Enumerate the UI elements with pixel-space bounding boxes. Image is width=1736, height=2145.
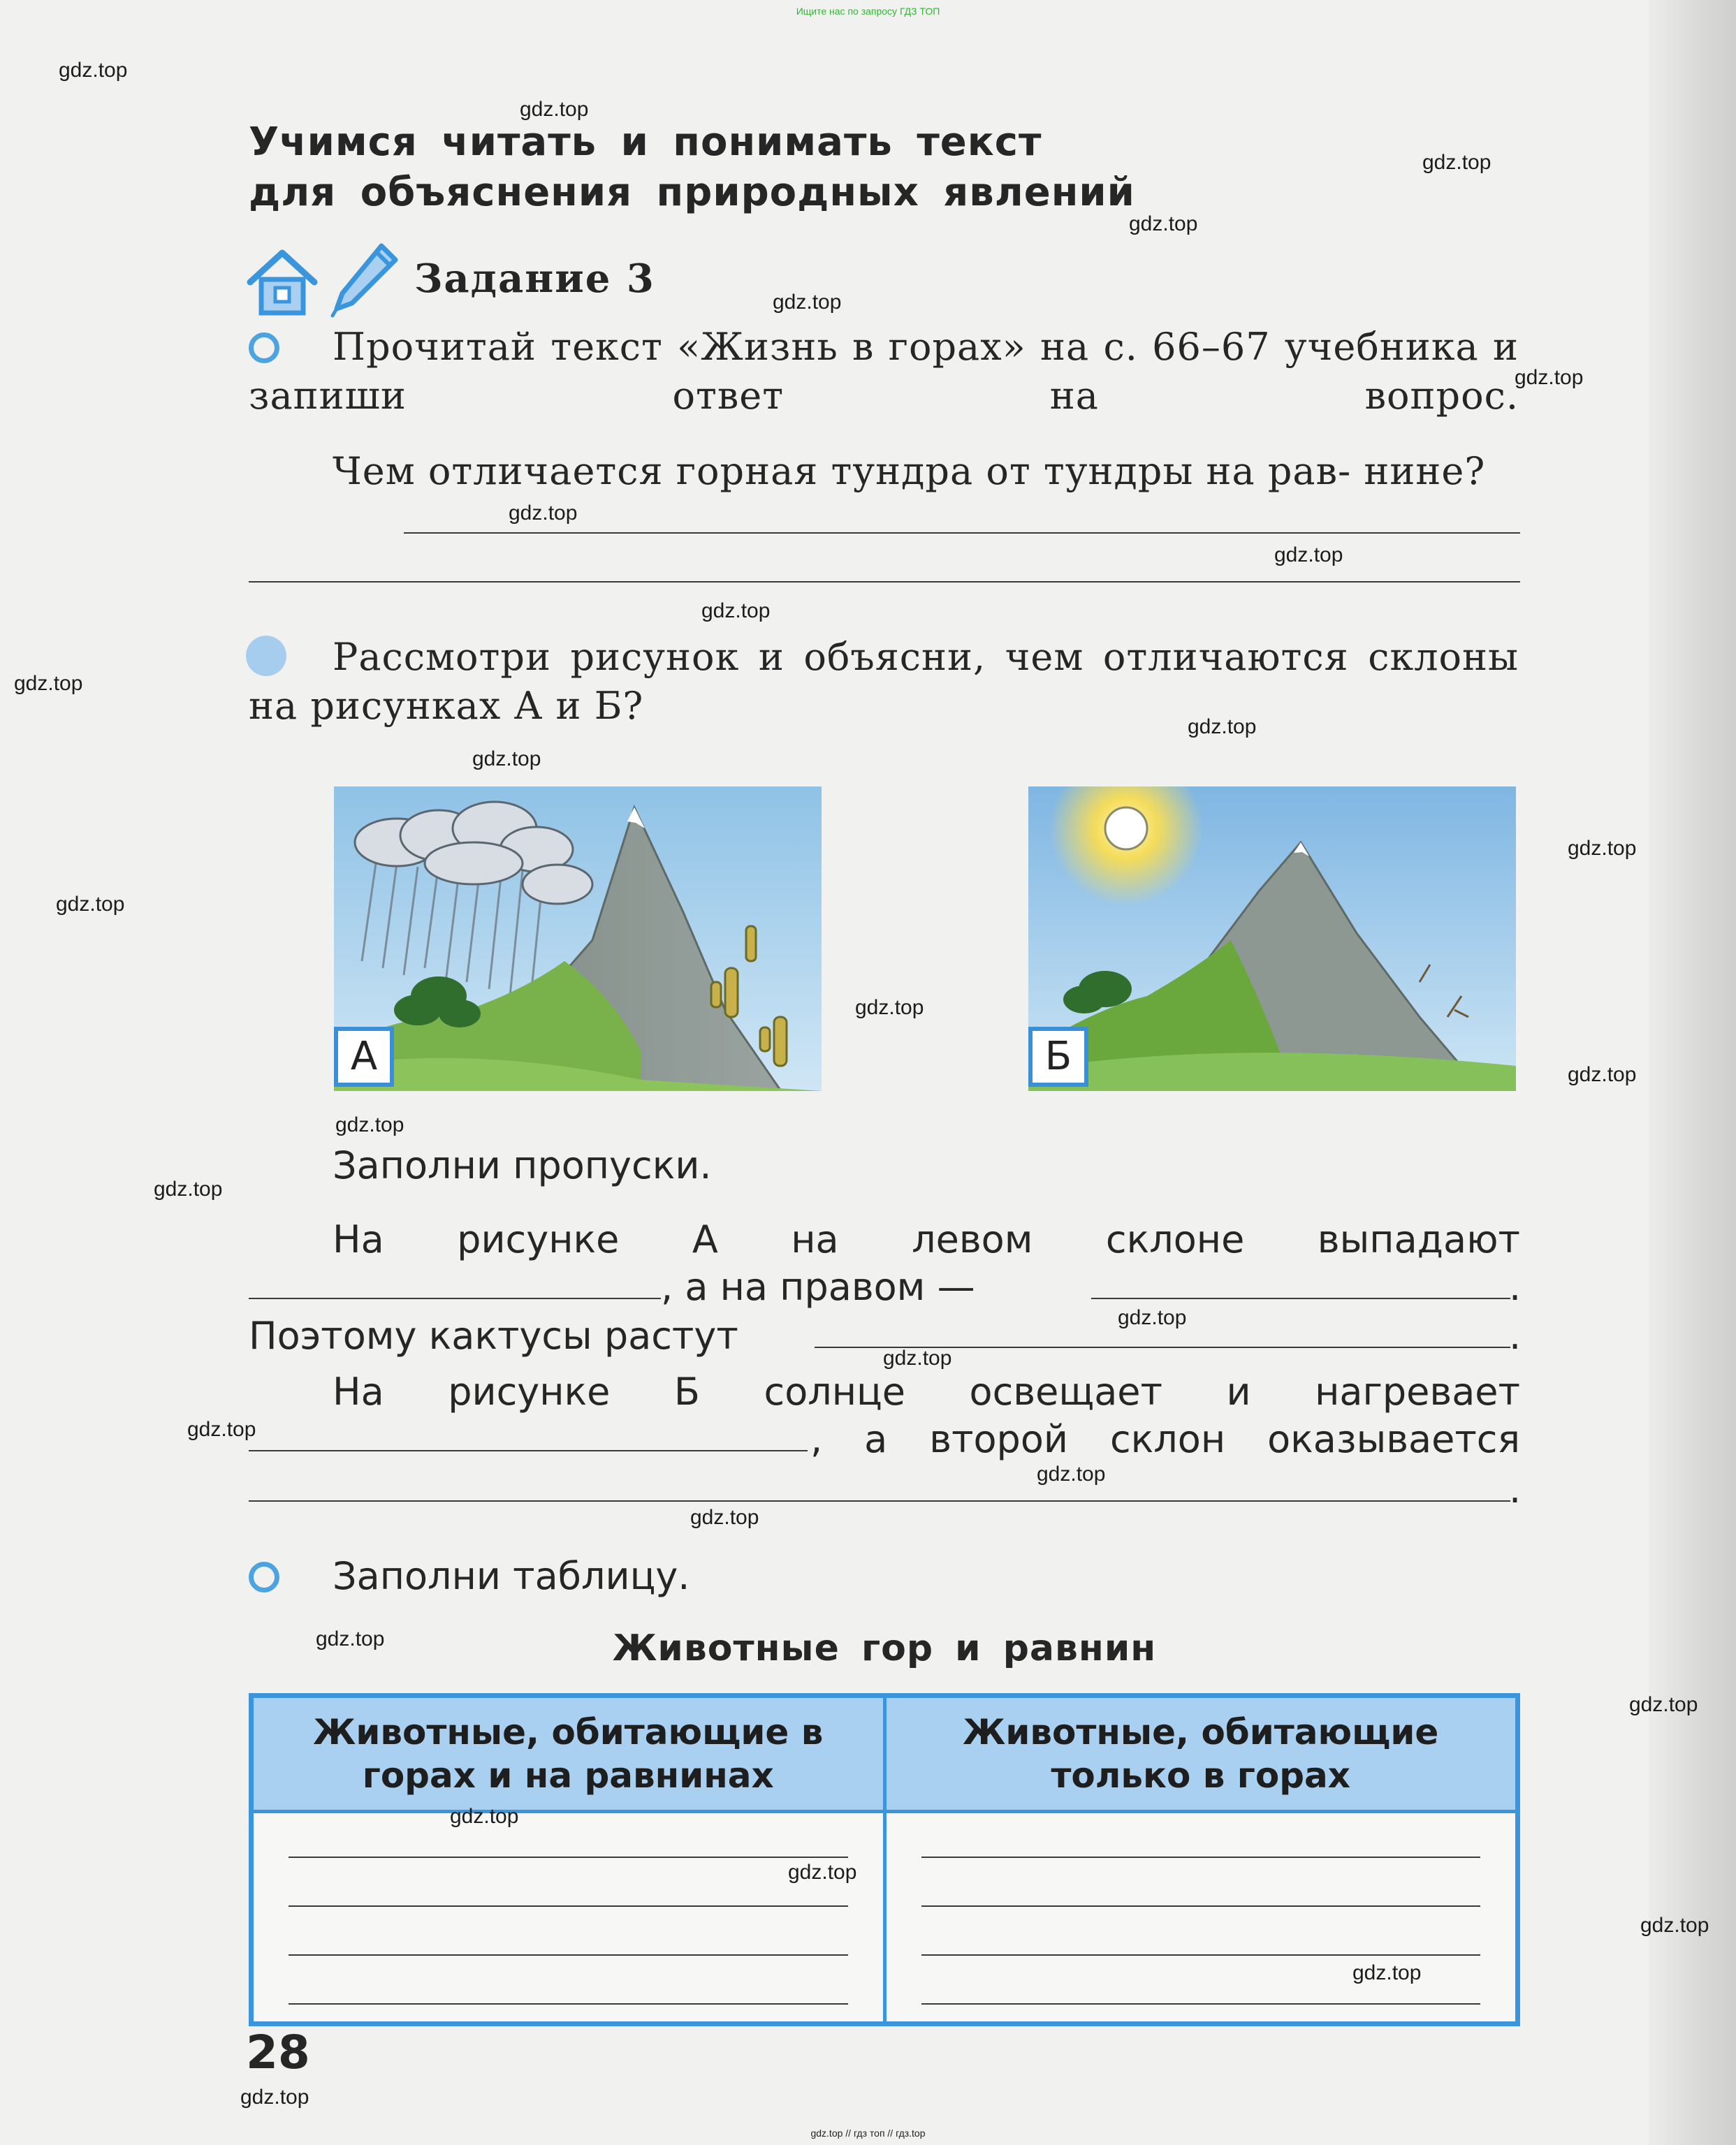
cell-answer-line[interactable] bbox=[289, 1857, 848, 1858]
watermark: gdz.top bbox=[690, 1506, 759, 1529]
sentence-1-mid: , а на правом — bbox=[661, 1265, 975, 1309]
bullet-level-basic bbox=[249, 1562, 279, 1593]
watermark: gdz.top bbox=[14, 672, 83, 695]
footer-note: gdz.top // гдз топ // гдз.top bbox=[810, 2128, 926, 2139]
answer-cell-both[interactable] bbox=[251, 1812, 885, 2024]
sentence-2-end: . bbox=[1509, 1314, 1522, 1358]
watermark: gdz.top bbox=[773, 291, 842, 314]
sentence-1-end: . bbox=[1509, 1265, 1522, 1309]
page-title bbox=[249, 117, 1135, 218]
picture-a bbox=[334, 786, 822, 1091]
watermark: gdz.top bbox=[1037, 1463, 1106, 1486]
animals-table bbox=[249, 1693, 1520, 2026]
watermark: gdz.top bbox=[1568, 1063, 1637, 1086]
cell-answer-line[interactable] bbox=[289, 1954, 848, 1956]
header-note: Ищите нас по запросу ГДЗ ТОП bbox=[796, 6, 940, 17]
cell-answer-line[interactable] bbox=[289, 1905, 848, 1907]
watermark: gdz.top bbox=[788, 1861, 857, 1884]
watermark: gdz.top bbox=[1352, 1961, 1422, 1984]
blank-2[interactable] bbox=[1091, 1298, 1510, 1299]
watermark: gdz.top bbox=[1129, 212, 1198, 235]
watermark: gdz.top bbox=[1629, 1693, 1698, 1716]
block2-instruction: Рассмотри рисунок и объясни, чем отличаются склоны на рисунках А и Б? bbox=[249, 635, 1519, 728]
watermark: gdz.top bbox=[1568, 837, 1637, 860]
cell-answer-line[interactable] bbox=[289, 2003, 848, 2005]
watermark: gdz.top bbox=[883, 1347, 952, 1370]
col-header-mountains: Животные, обитающие только в горах bbox=[884, 1696, 1518, 1812]
watermark: gdz.top bbox=[316, 1627, 385, 1650]
table-row bbox=[251, 1812, 1518, 2024]
watermark: gdz.top bbox=[472, 747, 541, 770]
sentence-3-start: На рисунке Б солнце освещает и нагревает bbox=[333, 1370, 1520, 1414]
watermark: gdz.top bbox=[1188, 715, 1257, 738]
table-header-row bbox=[251, 1696, 1518, 1812]
watermark: gdz.top bbox=[56, 893, 125, 916]
picture-a-label: А bbox=[334, 1027, 394, 1087]
sentence-1-start: На рисунке А на левом склоне выпадают bbox=[333, 1217, 1520, 1261]
watermark: gdz.top bbox=[59, 59, 128, 82]
watermark: gdz.top bbox=[240, 2086, 309, 2109]
table-title: Животные гор и равнин bbox=[612, 1627, 1157, 1669]
watermark: gdz.top bbox=[1640, 1914, 1709, 1937]
watermark: gdz.top bbox=[450, 1805, 519, 1828]
fill-title: Заполни пропуски. bbox=[333, 1143, 712, 1187]
task-title: Задание 3 bbox=[414, 256, 655, 302]
answer-cell-mountains[interactable] bbox=[884, 1812, 1518, 2024]
title-line-1: Учимся читать и понимать текст bbox=[249, 119, 1042, 165]
watermark: gdz.top bbox=[1515, 366, 1584, 389]
col-header-both: Животные, обитающие в горах и на равнинах bbox=[251, 1696, 885, 1812]
watermark: gdz.top bbox=[1274, 543, 1343, 566]
picture-b bbox=[1028, 786, 1516, 1091]
sentence-3-mid: , а второй склон оказывается bbox=[810, 1417, 1520, 1461]
sentence-2-start: Поэтому кактусы растут bbox=[249, 1314, 738, 1358]
block1-question: Чем отличается горная тундра от тундры на рав- нине? bbox=[333, 449, 1486, 493]
cell-answer-line[interactable] bbox=[921, 1954, 1481, 1956]
page-binding-shadow bbox=[1649, 0, 1736, 2145]
watermark: gdz.top bbox=[187, 1418, 256, 1441]
blank-5[interactable] bbox=[249, 1500, 1510, 1502]
watermark: gdz.top bbox=[509, 502, 578, 525]
watermark: gdz.top bbox=[1118, 1306, 1187, 1329]
block3-instruction: Заполни таблицу. bbox=[333, 1554, 690, 1598]
watermark: gdz.top bbox=[154, 1178, 223, 1201]
block1-instruction: Прочитай текст «Жизнь в горах» на с. 66–67 учебника и запиши ответ на вопрос. bbox=[249, 325, 1519, 418]
answer-line[interactable] bbox=[249, 581, 1520, 583]
cell-answer-line[interactable] bbox=[921, 1905, 1481, 1907]
home-icon bbox=[246, 246, 319, 319]
title-line-2: для объяснения природных явлений bbox=[249, 170, 1135, 215]
watermark: gdz.top bbox=[520, 98, 589, 121]
sentence-3-end: . bbox=[1509, 1467, 1522, 1511]
blank-4[interactable] bbox=[249, 1450, 808, 1451]
watermark: gdz.top bbox=[701, 599, 771, 622]
page-number: 28 bbox=[246, 2026, 310, 2079]
blank-1[interactable] bbox=[249, 1298, 661, 1299]
watermark: gdz.top bbox=[335, 1113, 404, 1136]
pencil-icon bbox=[327, 240, 400, 319]
picture-b-label: Б bbox=[1028, 1027, 1088, 1087]
cell-answer-line[interactable] bbox=[921, 1857, 1481, 1858]
watermark: gdz.top bbox=[855, 996, 924, 1019]
cell-answer-line[interactable] bbox=[921, 2003, 1481, 2005]
answer-line[interactable] bbox=[404, 532, 1520, 534]
watermark: gdz.top bbox=[1422, 151, 1491, 174]
